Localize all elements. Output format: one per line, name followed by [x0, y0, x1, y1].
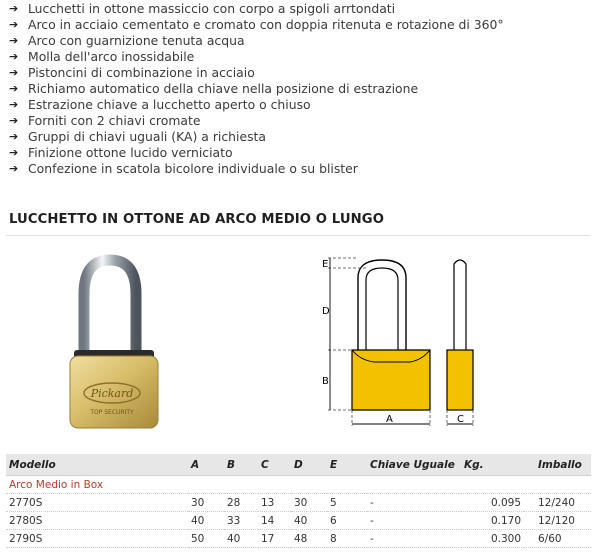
- header-modello: Modello: [6, 454, 188, 476]
- cell-imballo: 6/60: [524, 530, 591, 548]
- cell-d: 48: [291, 530, 327, 548]
- feature-item: ➔ Finizione ottone lucido verniciato: [9, 145, 233, 160]
- spec-table: [6, 454, 591, 548]
- side-shackle: [454, 260, 466, 350]
- cell-imballo: 12/120: [524, 512, 591, 530]
- arrow-right-icon: ➔: [9, 82, 19, 95]
- header-c: C: [258, 454, 291, 476]
- feature-item: ➔ Lucchetti in ottone massiccio con corpo a spigoli arrtondati: [9, 1, 396, 16]
- feature-list: [6, 1, 591, 177]
- brand-label: TOP SECURITY: [90, 409, 134, 416]
- cell-modello: 2790S: [6, 530, 188, 548]
- dim-label-d: D: [322, 306, 330, 317]
- cell-kg: 0.170: [461, 512, 524, 530]
- cell-a: 40: [188, 512, 224, 530]
- feature-item: ➔ Estrazione chiave a lucchetto aperto o chiuso: [9, 97, 311, 112]
- header-chiave: Chiave Uguale: [367, 454, 461, 476]
- arrow-right-icon: ➔: [9, 34, 19, 47]
- feature-item: ➔ Arco in acciaio cementato e cromato con doppia ritenuta e rotazione di 360°: [9, 17, 504, 32]
- header-imballo: Imballo: [524, 454, 591, 476]
- table-group-row: [6, 476, 591, 494]
- cell-d: 40: [291, 512, 327, 530]
- table-row: [6, 512, 591, 530]
- cell-modello: 2770S: [6, 494, 188, 512]
- cell-c: 13: [258, 494, 291, 512]
- feature-item: ➔ Arco con guarnizione tenuta acqua: [9, 33, 245, 48]
- dim-label-c: C: [457, 414, 464, 425]
- cell-e: 5: [327, 494, 367, 512]
- dim-label-b: B: [322, 376, 329, 387]
- cell-c: 14: [258, 512, 291, 530]
- cell-chiave: -: [367, 530, 461, 548]
- cell-d: 30: [291, 494, 327, 512]
- arrow-right-icon: ➔: [9, 50, 19, 63]
- arrow-right-icon: ➔: [9, 130, 19, 143]
- cell-e: 8: [327, 530, 367, 548]
- arrow-right-icon: ➔: [9, 18, 19, 31]
- cell-c: 17: [258, 530, 291, 548]
- group-label: Arco Medio in Box: [6, 476, 591, 494]
- side-body: [447, 350, 473, 410]
- cell-b: 28: [224, 494, 258, 512]
- feature-item: ➔ Forniti con 2 chiavi cromate: [9, 113, 201, 128]
- cell-b: 33: [224, 512, 258, 530]
- table-row: [6, 530, 591, 548]
- feature-item: ➔ Gruppi di chiavi uguali (KA) a richiesta: [9, 129, 267, 144]
- padlock-photo: [12, 254, 208, 437]
- arrow-right-icon: ➔: [9, 146, 19, 159]
- header-kg: Kg.: [461, 454, 524, 476]
- section-title: LUCCHETTO IN OTTONE AD ARCO MEDIO O LUNGO: [9, 212, 385, 227]
- cell-b: 40: [224, 530, 258, 548]
- front-shackle-inner: [366, 268, 398, 350]
- section-divider: [6, 235, 590, 236]
- dim-label-e: E: [322, 259, 329, 270]
- feature-item: ➔ Richiamo automatico della chiave nella posizione di estrazione: [9, 81, 419, 96]
- cell-chiave: -: [367, 512, 461, 530]
- padlock-photo-image: [12, 254, 208, 437]
- arrow-right-icon: ➔: [9, 162, 19, 175]
- arrow-right-icon: ➔: [9, 114, 19, 127]
- cell-imballo: 12/240: [524, 494, 591, 512]
- front-shackle-outer: [358, 260, 406, 350]
- padlock-shackle: [84, 260, 136, 359]
- arrow-right-icon: ➔: [9, 98, 19, 111]
- table-header-row: [6, 454, 591, 476]
- cell-kg: 0.095: [461, 494, 524, 512]
- dimension-drawing: [300, 254, 500, 434]
- dim-label-a: A: [386, 414, 393, 425]
- cell-a: 50: [188, 530, 224, 548]
- cell-modello: 2780S: [6, 512, 188, 530]
- dimension-diagram: [300, 254, 500, 434]
- cell-chiave: -: [367, 494, 461, 512]
- header-b: B: [224, 454, 258, 476]
- feature-item: ➔ Molla dell'arco inossidabile: [9, 49, 195, 64]
- feature-item: ➔ Pistoncini di combinazione in acciaio: [9, 65, 255, 80]
- header-a: A: [188, 454, 224, 476]
- cell-kg: 0.300: [461, 530, 524, 548]
- arrow-right-icon: ➔: [9, 2, 19, 15]
- feature-item: ➔ Confezione in scatola bicolore individuale o su blister: [9, 161, 358, 176]
- table-row: [6, 494, 591, 512]
- brand-text: Pickard: [90, 387, 134, 400]
- arrow-right-icon: ➔: [9, 66, 19, 79]
- header-e: E: [327, 454, 367, 476]
- cell-e: 6: [327, 512, 367, 530]
- cell-a: 30: [188, 494, 224, 512]
- header-d: D: [291, 454, 327, 476]
